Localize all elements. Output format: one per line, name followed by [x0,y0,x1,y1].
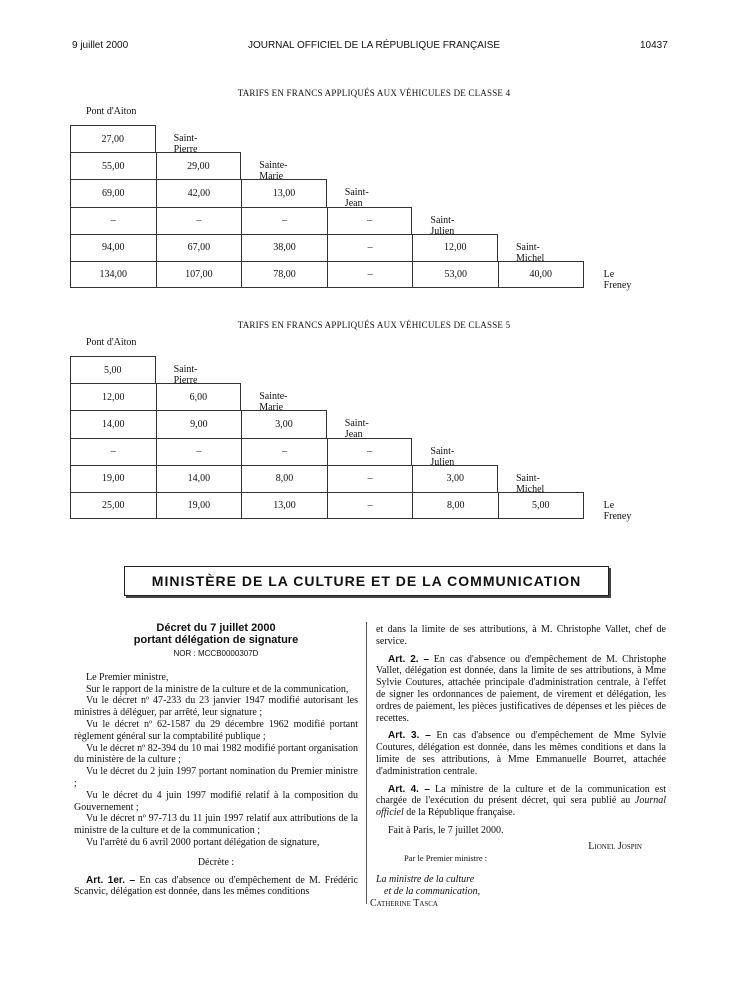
visa-paragraph: Vu le décret nº 47-233 du 23 janvier 1947 modifié autorisant les ministres à déléguer, par arrêté, leur signature ; [74,695,358,719]
article-4-text-a: La ministre de la culture et de la communication est chargée de l'exécution du présent décret, qui sera publié au [376,783,667,807]
table5-cell: 14,00 [70,410,156,437]
visa-paragraph: Vu le décret nº 97-713 du 11 juin 1997 relatif aux attributions de la ministre de la culture et de la communication ; [74,813,358,837]
table5-cell: 5,00 [70,356,156,383]
visa-paragraph: Le Premier ministre, [86,671,169,683]
table4-cell: – [327,234,413,261]
table5-title: TARIFS EN FRANCS APPLIQUÉS AUX VÉHICULES DE CLASSE 5 [237,320,511,330]
table4-cell: 42,00 [156,179,242,206]
table4-cell: 67,00 [156,234,242,261]
article-4 [376,784,666,819]
table4-station-label: Le Freney [603,269,632,291]
table4-cell: 13,00 [241,179,327,206]
table4-cell: – [327,207,413,234]
table4-start-label: Pont d'Aiton [86,106,137,117]
article-3 [376,730,666,777]
visa-paragraph: Vu le décret du 2 juin 1997 portant nomination du Premier ministre ; [74,766,358,789]
table5-cell: – [241,438,327,465]
table4-station-label: Saint-Julien [430,214,455,237]
table4-cell: 53,00 [412,261,498,288]
ministry-heading: MINISTÈRE DE LA CULTURE ET DE LA COMMUNICATION [124,566,609,596]
minister-name: Catherine Tasca [370,897,438,909]
table4-cell: – [327,261,413,288]
visa-paragraph: Sur le rapport de la ministre de la culture et de la communication, [86,683,349,695]
decree-left-column [74,622,358,898]
article-4-label: Art. 4. – [388,783,430,795]
table5-station-label: Saint-Michel [516,472,545,495]
table5-station-label: Saint-Jean [344,418,369,441]
table4-cell: 27,00 [70,125,156,152]
table4-station-label: Saint-Pierre [173,133,198,155]
article-1-text: En cas d'absence ou d'empêchement de M. Frédéric Scanvic, délégation est donnée, dans les mêmes conditions [74,874,358,898]
decree-decrete: Décrète : [197,856,235,868]
table5-station-label: Saint-Pierre [173,364,198,386]
article-3-label: Art. 3. – [388,730,431,742]
article-3-text: En cas d'absence ou d'empêchement de Mme Sylvie Coutures, délégation est donnée, dans les mêmes conditions et dans la limite de ses attributions, à Mme Emmanuelle Bourret, attachée d'administration centrale. [376,730,666,777]
table5-cell: 25,00 [70,492,156,519]
table5-cell: 9,00 [156,410,242,437]
table4-cell: 134,00 [70,261,156,288]
header-date: 9 juillet 2000 [72,40,129,51]
table4-cell: 38,00 [241,234,327,261]
table4-cell: – [241,207,327,234]
table5-cell: 12,00 [70,383,156,410]
decree-nor: NOR : MCCB0000307D [173,649,259,658]
table5-station-label: Le Freney [603,500,632,522]
article-2-text: En cas d'absence ou d'empêchement de M. Christophe Vallet, délégation est donnée, dans la limite de ses attributions, à Mme Sylvie Coutures, attachée principale d'administration centrale, à l'effet de signer les ordonnances de paiement, de virement et délégation, les ordres de paiement, les pièces justificatives de dépenses et les pièces de recettes. [376,653,667,724]
decree-visas [74,672,358,849]
article-2 [376,654,666,725]
table5-cell: 13,00 [241,492,327,519]
table5-cell: – [327,465,413,492]
signatory-pm: Lionel Jospin [588,840,642,852]
article-1-label: Art. 1er. – [86,874,136,886]
header-page-number: 10437 [640,40,668,51]
table5-station-label: Sainte-Marie [259,391,288,414]
decree-title: Décret du 7 juillet 2000 [156,622,276,634]
visa-paragraph: Vu l'arrêté du 6 avril 2000 portant délégation de signature, [86,836,320,848]
table4-station-label: Saint-Michel [516,241,545,264]
table4-cell: 107,00 [156,261,242,288]
table5-cell: 8,00 [412,492,498,519]
visa-paragraph: Vu le décret du 4 juin 1997 modifié relatif à la composition du Gouvernement ; [74,789,358,813]
table5-cell: 19,00 [156,492,242,519]
table5-cell: 14,00 [156,465,242,492]
table4-cell: 94,00 [70,234,156,261]
decree-right-column [370,624,667,910]
minister-title-line-2: et de la communication, [384,886,481,898]
table4-station-label: Sainte-Marie [259,160,288,183]
article-1-continuation: et dans la limite de ses attributions, à M. Christophe Vallet, chef de service. [376,624,666,647]
table4-title: TARIFS EN FRANCS APPLIQUÉS AUX VÉHICULES DE CLASSE 4 [237,88,511,98]
article-4-text-b: de la République française. [406,807,516,819]
by-prime-minister: Par le Premier ministre : [404,852,488,863]
table5-start-label: Pont d'Aiton [86,337,137,348]
visa-paragraph: Vu le décret nº 82-394 du 10 mai 1982 modifié portant organisation du ministère de la culture ; [74,742,358,766]
article-1 [74,875,358,899]
header-journal-title: JOURNAL OFFICIEL DE LA RÉPUBLIQUE FRANÇAISE [247,40,501,51]
table5-cell: 19,00 [70,465,156,492]
visa-paragraph: Vu le décret nº 62-1587 du 29 décembre 1962 modifié portant règlement général sur la comptabilité publique ; [74,718,358,742]
article-4-italic: Journal officiel [376,795,667,819]
table4-station-label: Saint-Jean [344,187,369,210]
table4-cell: 69,00 [70,179,156,206]
table5-cell: 5,00 [498,492,584,519]
table5-cell: – [70,438,156,465]
table5-cell: – [327,438,413,465]
decree-subtitle: portant délégation de signature [133,634,299,646]
table4-cell: 29,00 [156,152,242,179]
table4-cell: 78,00 [241,261,327,288]
table5-cell: 8,00 [241,465,327,492]
table5-cell: 6,00 [156,383,242,410]
table4-cell: – [156,207,242,234]
minister-title-line-1: La ministre de la culture [376,874,475,886]
table5-cell: 3,00 [412,465,498,492]
table4-cell: – [70,207,156,234]
table4-cell: 12,00 [412,234,498,261]
table5-cell: – [327,492,413,519]
table5-station-label: Saint-Julien [430,445,455,468]
table4-cell: 40,00 [498,261,584,288]
table5-cell: 3,00 [241,410,327,437]
table5-cell: – [156,438,242,465]
article-2-label: Art. 2. – [388,653,430,665]
done-at: Fait à Paris, le 7 juillet 2000. [388,824,504,836]
table4-cell: 55,00 [70,152,156,179]
column-divider [366,622,367,904]
